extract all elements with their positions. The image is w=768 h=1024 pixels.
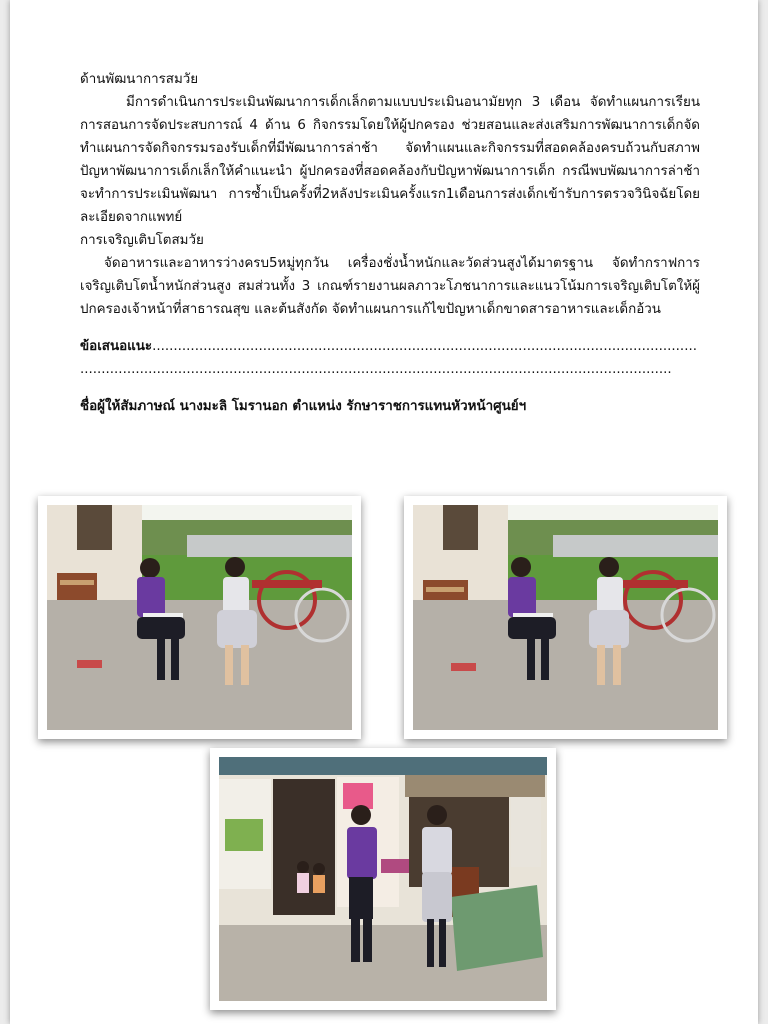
suggestion-dots-2: ........................................................................................................................................... <box>80 362 672 377</box>
document-body <box>80 68 700 418</box>
section2-heading: การเจริญเติบโตสมวัย <box>80 233 204 248</box>
suggestion-line <box>80 335 700 358</box>
photo-image-seated-conversation-2 <box>413 505 718 730</box>
suggestion-dots-1: ................................................................................................................................ <box>152 339 697 354</box>
section1-body: มีการดำเนินการประเมินพัฒนาการเด็กเล็กตามแบบประเมินอนามัยทุก 3 เดือน จัดทำแผนการเรียนการสอนการจัดประสบการณ์ 4 ด้าน 6 กิจกรรมโดยให้ผู้ปกครอง ช่วยสอนและส่งเสริมการพัฒนาการเด็กจัดทำแผนการจัดกิจกรรมรองรับเด็กที่มีพัฒนาการล่าช้า จัดทำแผนและกิจกรรมที่สอดคล้องครบถ้วนกับสภาพปัญหาพัฒนาการเด็กเล็กให้คำแนะนำ ผู้ปกครองที่สอดคล้องกับปัญหาพัฒนาการเด็ก กรณีพบพัฒนาการล่าช้าจะทำการประเมินพัฒนา การซ้ำเป็นครั้งที่2หลังประเมินครั้งแรก1เดือนการส่งเด็กเข้ารับการตรวจวินิจฉัยโดยละเอียดจากแพทย์ <box>80 95 700 225</box>
photo-image-gift-exchange <box>219 757 547 1001</box>
section2-body: จัดอาหารและอาหารว่างครบ5หมู่ทุกวัน เครื่องชั่งน้ำหนักและวัดส่วนสูงได้มาตรฐาน จัดทำกราฟการเจริญเติบโตน้ำหนักส่วนสูง สมส่วนทั้ง 3 เกณฑ์รายงานผลภาวะโภชนาการและแนวโน้มการเจริญเติบโตให้ผู้ปกครองเจ้าหน้าที่สาธารณสุข และต้นสังกัด จัดทำแผนการแก้ไขปัญหาเด็กขาดสารอาหารและเด็กอ้วน <box>80 256 700 317</box>
interview-photo-2 <box>404 496 727 739</box>
photo-image-seated-conversation <box>47 505 352 730</box>
suggestion-label: ข้อเสนอแนะ <box>80 339 153 354</box>
document-page <box>10 0 758 1024</box>
interview-photo-3 <box>210 748 556 1010</box>
interviewee-line: ชื่อผู้ให้สัมภาษณ์ นางมะลิ โมรานอก ตำแหน่ง รักษาราชการแทนหัวหน้าศูนย์ฯ <box>80 399 527 414</box>
section1-heading: ด้านพัฒนาการสมวัย <box>80 72 199 87</box>
interview-photo-1 <box>38 496 361 739</box>
